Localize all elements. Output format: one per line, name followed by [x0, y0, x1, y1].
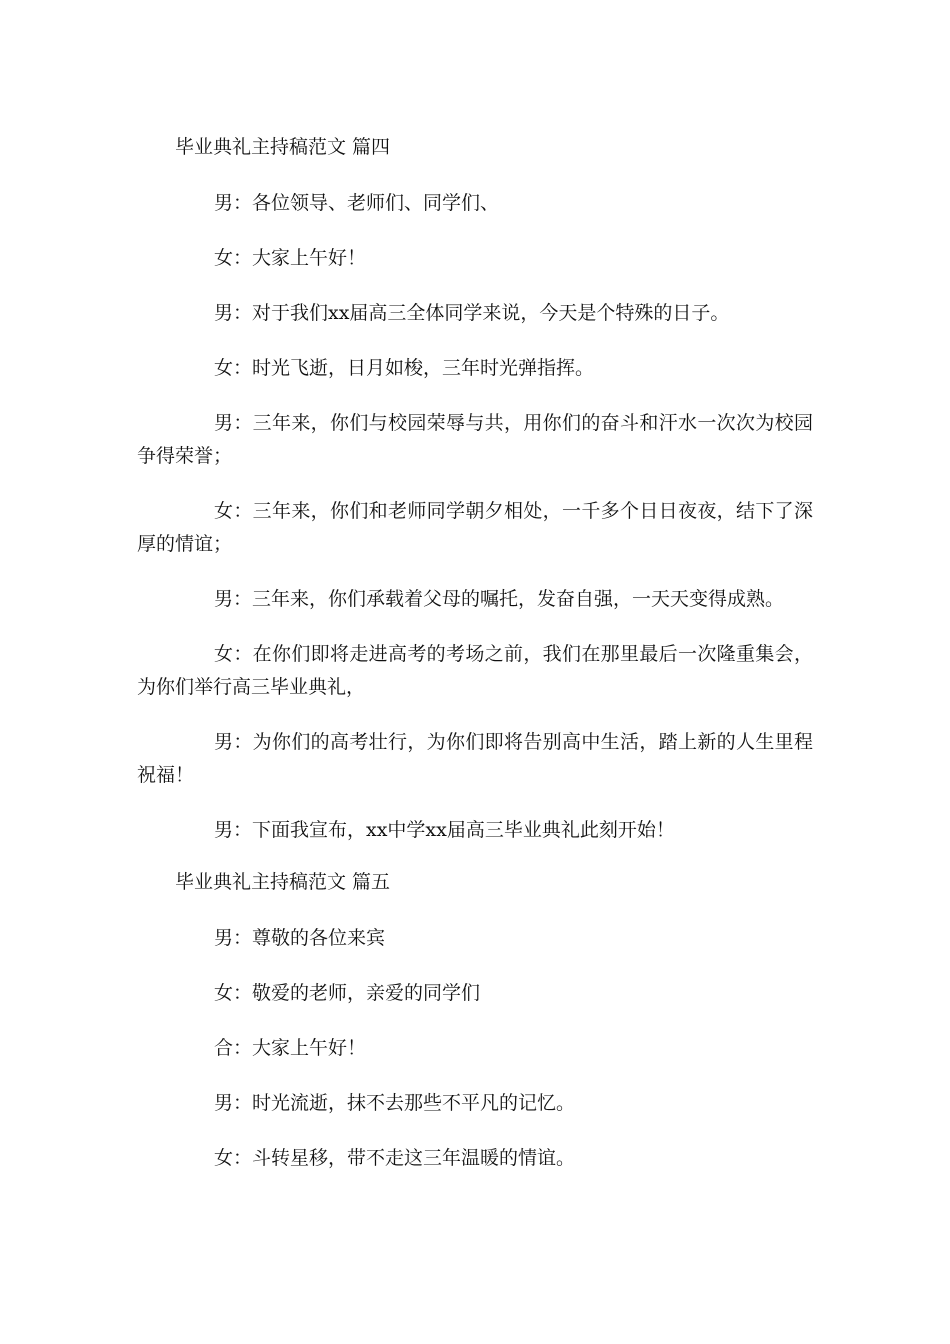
- section-five-paragraph-3: 合：大家上午好！: [214, 1037, 367, 1059]
- section-five-paragraph-2: 女：敬爱的老师，亲爱的同学们: [214, 982, 481, 1004]
- section-four-paragraph-9: 男：为你们的高考壮行，为你们即将告别高中生活，踏上新的人生里程祝福！: [137, 731, 813, 786]
- section-five-title: 毕业典礼主持稿范文 篇五: [175, 871, 391, 893]
- section-four-paragraph-7: 男：三年来，你们承载着父母的嘱托，发奋自强，一天天变得成熟。: [214, 588, 785, 610]
- section-four-paragraph-8: 女：在你们即将走进高考的考场之前，我们在那里最后一次隆重集会，为你们举行高三毕业典礼，: [137, 643, 813, 698]
- section-four-paragraph-10: 男：下面我宣布，xx中学xx届高三毕业典礼此刻开始！: [214, 819, 675, 841]
- section-five-paragraph-1: 男：尊敬的各位来宾: [214, 927, 386, 949]
- section-four-paragraph-6: 女：三年来，你们和老师同学朝夕相处，一千多个日日夜夜，结下了深厚的情谊；: [137, 500, 813, 555]
- section-four-title: 毕业典礼主持稿范文 篇四: [175, 136, 391, 158]
- section-four-paragraph-3: 男：对于我们xx届高三全体同学来说，今天是个特殊的日子。: [214, 302, 730, 324]
- section-four-paragraph-1: 男：各位领导、老师们、同学们、: [214, 192, 500, 214]
- section-four-paragraph-5: 男：三年来，你们与校园荣辱与共，用你们的奋斗和汗水一次次为校园争得荣誉；: [137, 412, 813, 467]
- section-four-paragraph-2: 女：大家上午好！: [214, 247, 367, 269]
- section-five-paragraph-4: 男：时光流逝，抹不去那些不平凡的记忆。: [214, 1092, 576, 1114]
- section-five-paragraph-5: 女：斗转星移，带不走这三年温暖的情谊。: [214, 1147, 576, 1169]
- section-four-paragraph-4: 女：时光飞逝，日月如梭，三年时光弹指挥。: [214, 357, 595, 379]
- document-content: [137, 132, 813, 1175]
